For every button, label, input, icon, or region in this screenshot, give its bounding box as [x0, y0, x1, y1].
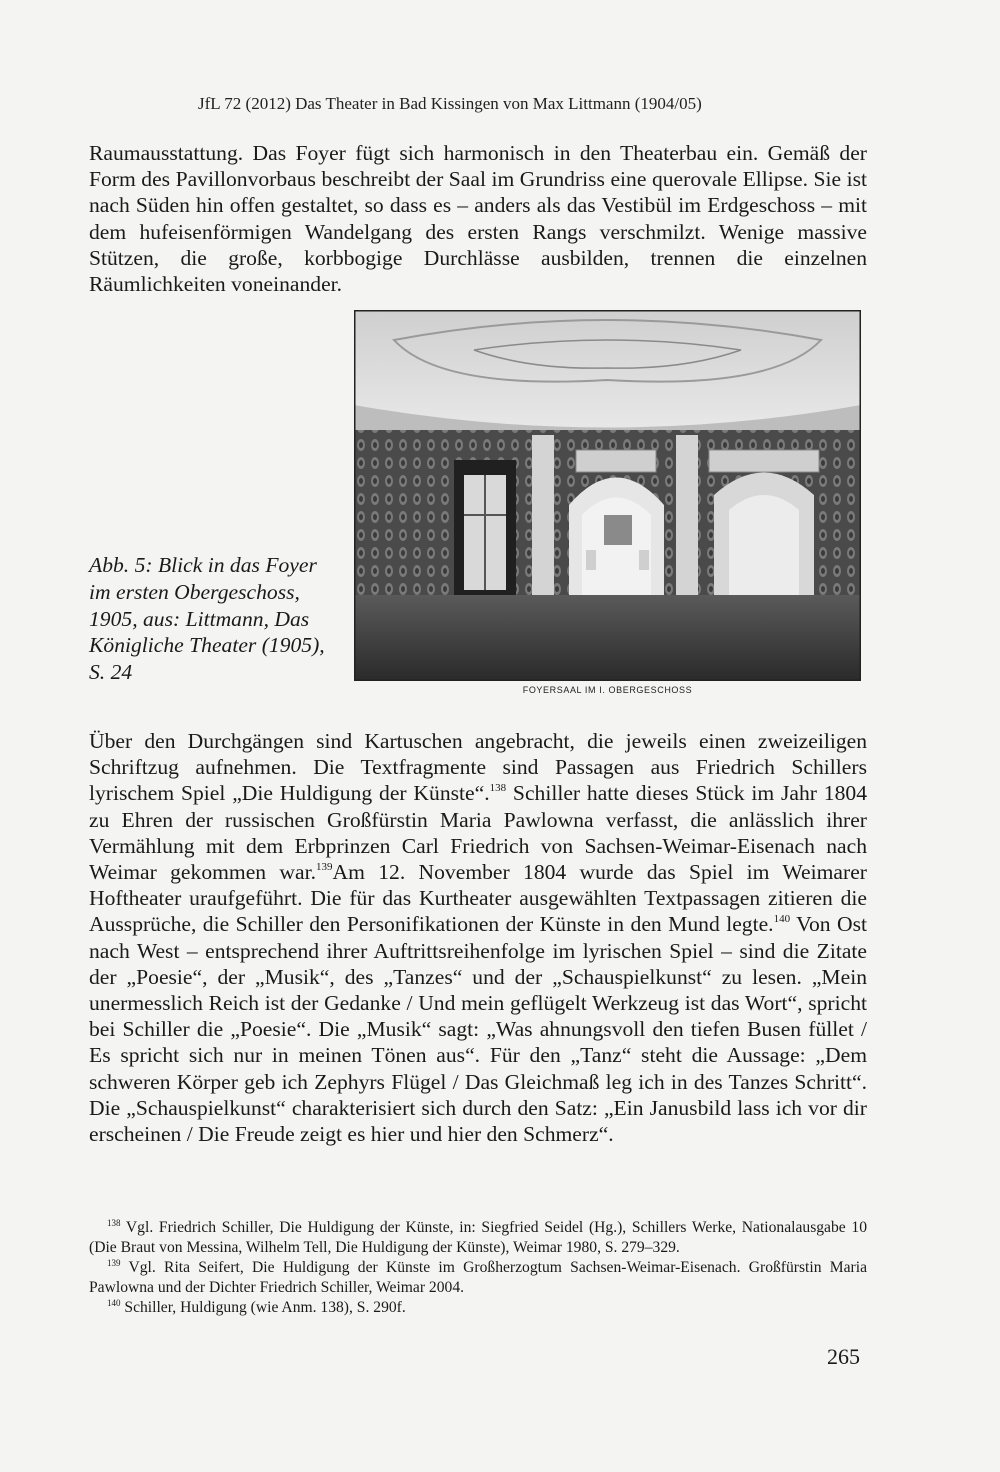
paragraph-2-text-1: Über den Durchgängen sind Kartuschen angebracht, die jeweils einen zweizeiligen Schriftzug aufnehmen. Die Textfragmente sind Passagen aus Friedrich Schillers lyrischem Spiel „Die Huldigung der Künste“.	[89, 729, 867, 806]
figure-caption: Abb. 5: Blick in das Foyer im ersten Obergeschoss, 1905, aus: Littmann, Das Königliche Theater (1905), S. 24	[89, 553, 325, 685]
running-head: JfL 72 (2012) Das Theater in Bad Kissingen von Max Littmann (1904/05)	[198, 94, 702, 113]
paragraph-2-text-4: Von Ost nach West – entsprechend ihrer Auftrittsreihenfolge im lyrischen Spiel – sind die Zitate der „Poesie“, der „Musik“, des „Tanzes“ und der „Schauspielkunst“ zu lesen. „Mein unermesslich Reich ist der Gedanke / Und mein geflügelt Werkzeug ist das Wort“, spricht bei Schiller die „Poesie“. Die „Musik“ sagt: „Was ahnungsvoll den tiefen Busen füllet / Es spricht sich nur in meinen Tönen aus“. Für den „Tanz“ steht die Aussage: „Dem schweren Körper geb ich Zephyrs Flügel / Das Gleichmaß leg ich in des Tanzes Schritt“. Die „Schauspielkunst“ charakterisiert sich durch den Satz: „Ein Janusbild lass ich vor dir erscheinen / Die Freude zeigt es hier und hier den Schmerz“.	[89, 912, 867, 1147]
footnote-138	[89, 1218, 867, 1258]
footnote-ref-139[interactable]: 139	[316, 861, 333, 874]
footnote-text: Vgl. Rita Seifert, Die Huldigung der Künste im Großherzogtum Sachsen-Weimar-Eisenach. Großfürstin Maria Pawlowna und der Dichter Friedrich Schiller, Weimar 2004.	[89, 1259, 867, 1296]
footnotes	[89, 1218, 867, 1318]
footnote-ref-140[interactable]: 140	[773, 913, 791, 926]
footnote-ref-138[interactable]: 138	[489, 782, 507, 795]
body-paragraph-1: Raumausstattung. Das Foyer fügt sich harmonisch in den Theaterbau ein. Gemäß der Form des Pavillonvorbaus beschreibt der Saal im Grundriss eine querovale Ellipse. Sie ist nach Süden hin offen gestaltet, so dass es – anders als das Vestibül im Erdgeschoss – mit dem hufeisenförmigen Wandelgang des ersten Rangs verschmilzt. Wenige massive Stützen, die große, korbbogige Durchlässe ausbilden, trennen die einzelnen Räumlichkeiten voneinander.	[89, 141, 867, 297]
foyer-photograph	[354, 310, 861, 681]
footnote-number: 138	[107, 1218, 121, 1228]
footnote-number: 139	[107, 1258, 121, 1268]
plate-label: FOYERSAAL IM I. OBERGESCHOSS	[522, 685, 693, 695]
page-number: 265	[827, 1344, 860, 1369]
footnote-140	[89, 1298, 867, 1318]
footnote-number: 140	[107, 1298, 121, 1308]
footnote-139	[89, 1258, 867, 1298]
paragraph-2-text-3: Am 12. November 1804 wurde das Spiel im Weimarer Hoftheater uraufgeführt. Die für das Kurtheater ausgewählten Textpassagen zitieren die Aussprüche, die Schiller den Personifikationen der Künste in den Mund legte.	[89, 860, 867, 937]
body-paragraph-2	[89, 728, 867, 1147]
footnote-text: Schiller, Huldigung (wie Anm. 138), S. 290f.	[124, 1299, 406, 1316]
footnote-text: Vgl. Friedrich Schiller, Die Huldigung der Künste, in: Siegfried Seidel (Hg.), Schillers Werke, Nationalausgabe 10 (Die Braut von Messina, Wilhelm Tell, Die Huldigung der Künste), Weimar 1980, S. 279–329.	[89, 1219, 867, 1256]
paragraph-2-text-2: Schiller hatte dieses Stück im Jahr 1804 zu Ehren der russischen Großfürstin Maria Pawlowna verfasst, die anlässlich ihrer Vermählung mit dem Erbprinzen Carl Friedrich von Sachsen-Weimar-Eisenach nach Weimar gekommen war.	[89, 781, 867, 885]
